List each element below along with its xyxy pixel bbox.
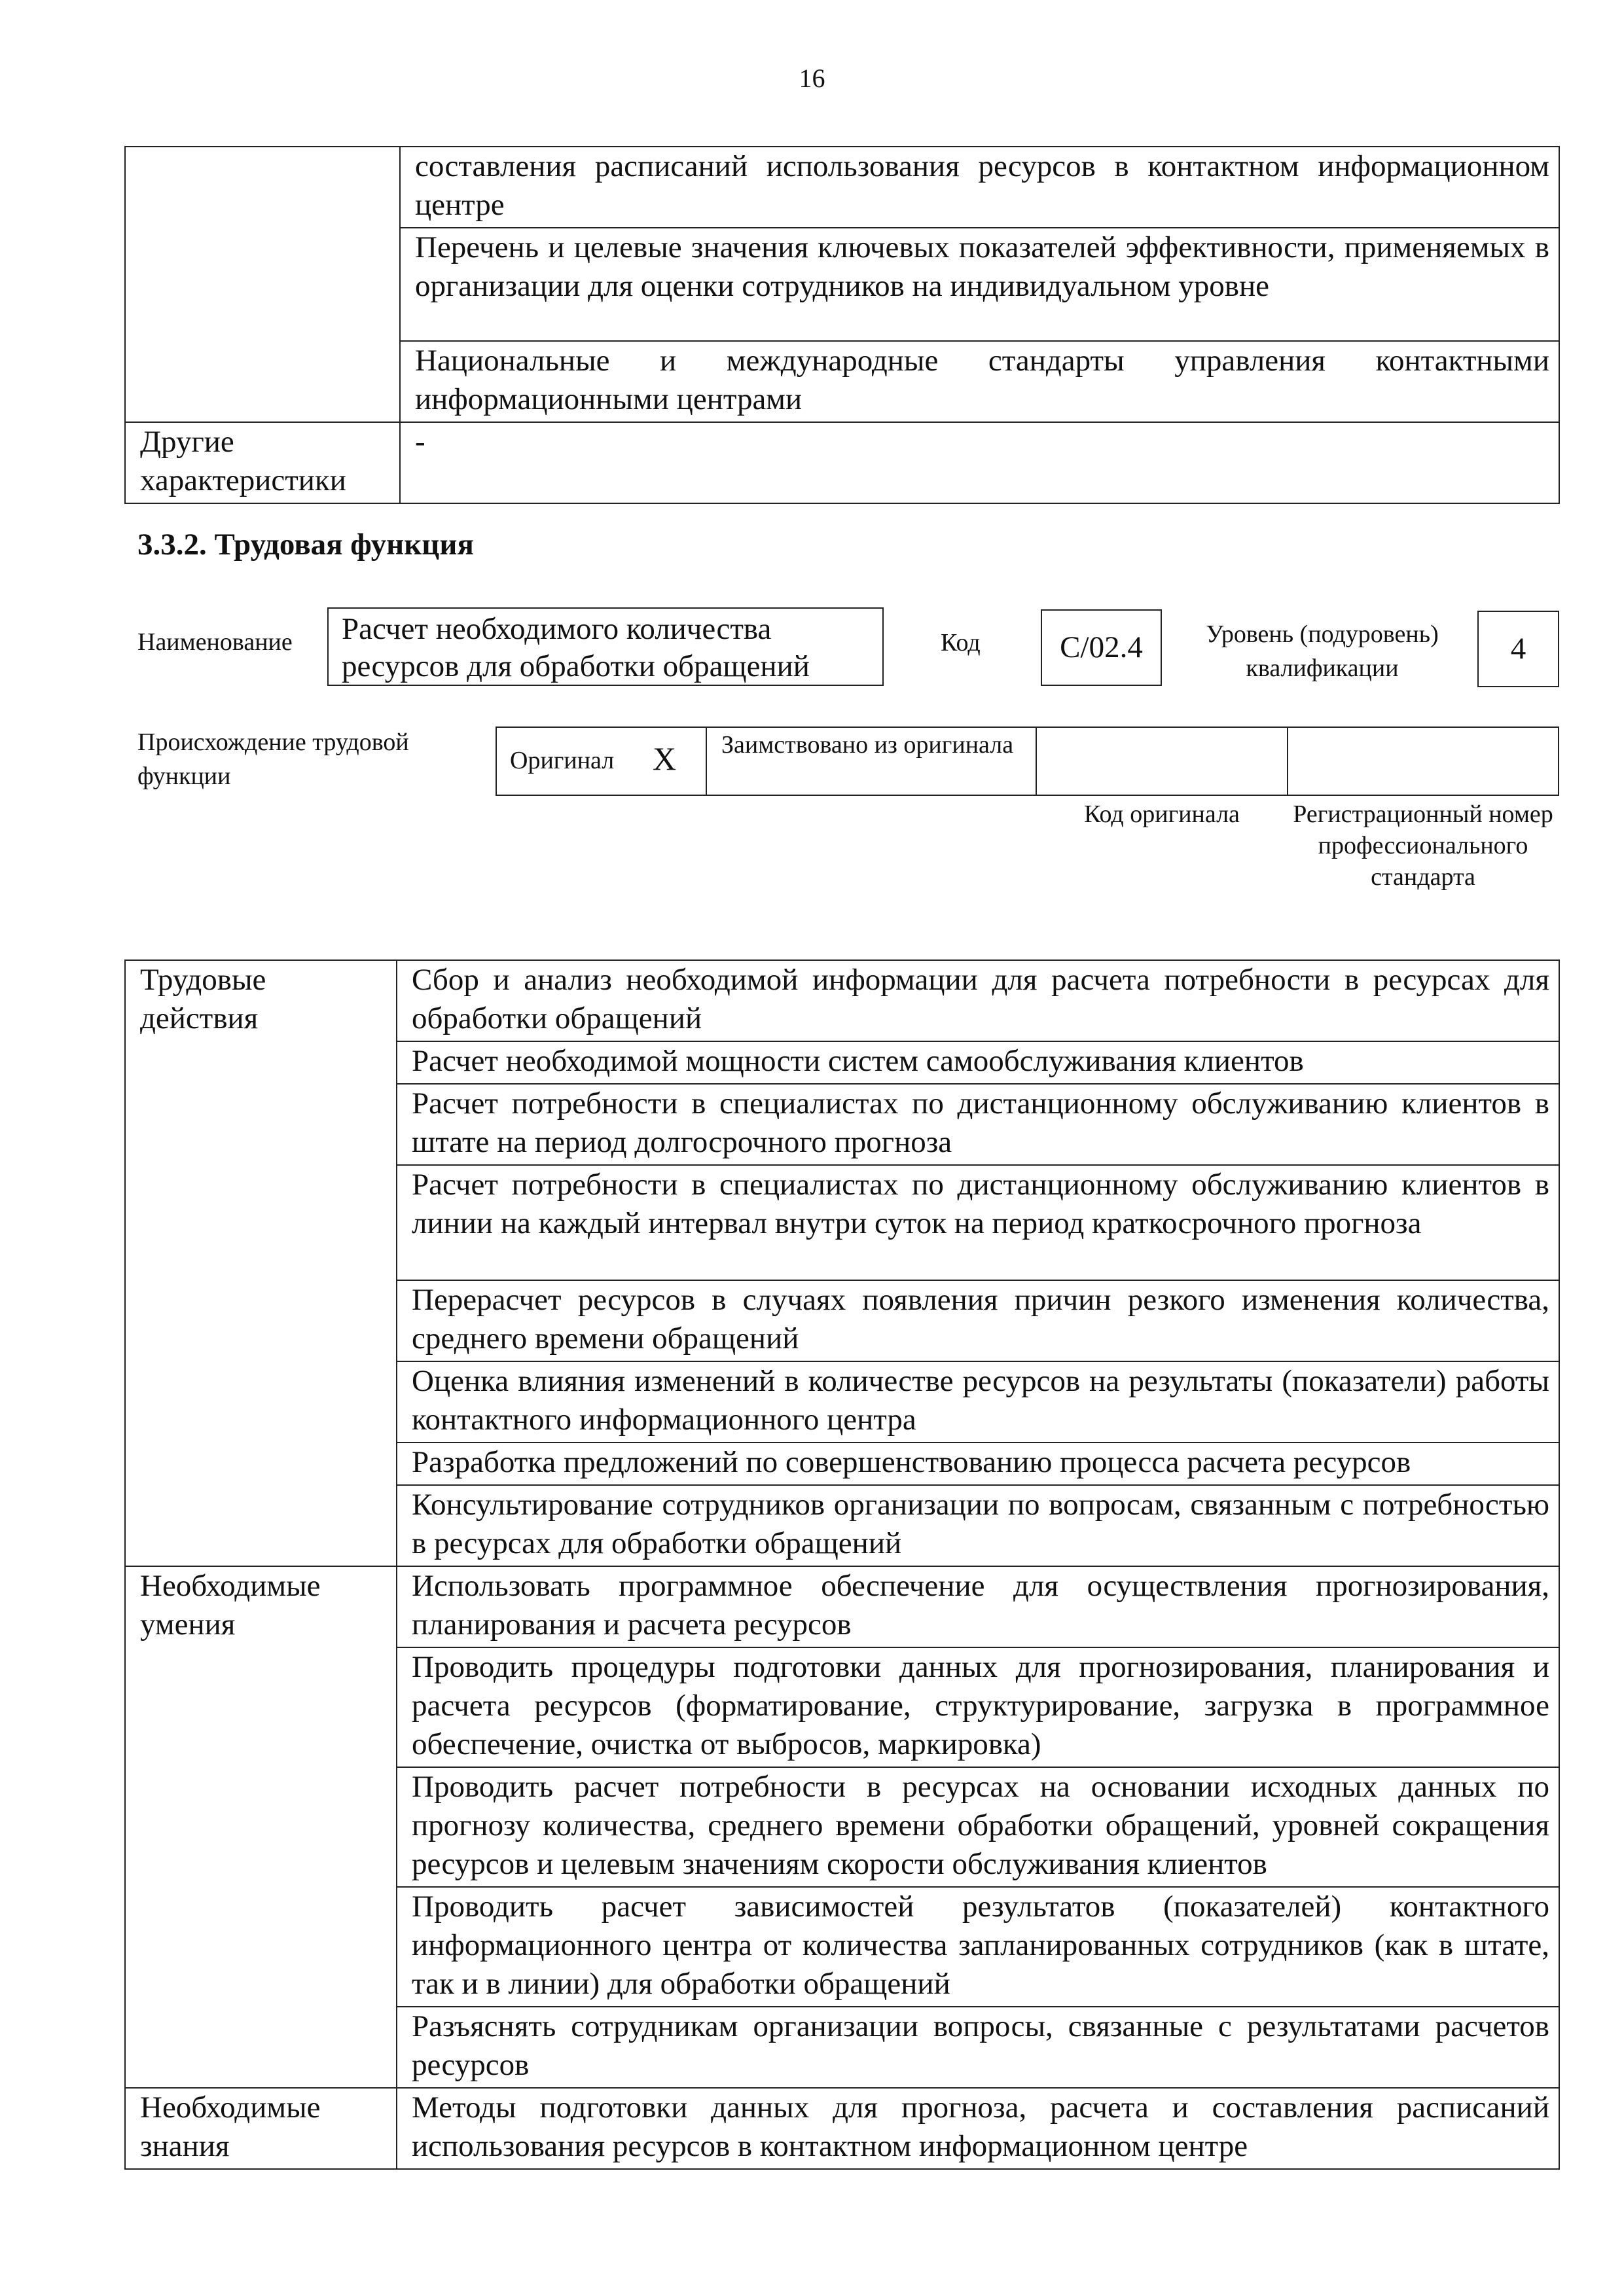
table-cell: Консультирование сотрудников организации по вопросам, связанным с потребностью в ресурсах для обработки обращений [397,1485,1559,1566]
name-label: Наименование [137,628,293,656]
top-continuation-table [124,146,1560,504]
origin-label: Происхождение трудовой функции [137,728,409,790]
origin-reg-number-cell [1287,726,1559,796]
function-code-box: C/02.4 [1041,609,1162,686]
original-mark: X [653,740,677,777]
qualification-level-box: 4 [1477,611,1559,687]
reg-number-caption: Регистрационный номер профессионального стандарта [1293,800,1553,891]
table-cell: Использовать программное обеспечение для осуществления прогнозирования, планирования и расчета ресурсов [397,1566,1559,1647]
table-cell: Расчет необходимой мощности систем самообслуживания клиентов [397,1041,1559,1084]
table-cell: Разъяснять сотрудникам организации вопросы, связанные с результатами расчетов ресурсов [397,2007,1559,2088]
table-cell: Расчет потребности в специалистах по дистанционному обслуживанию клиентов в линии на каждый интервал внутри суток на период краткосрочного прогноза [397,1165,1559,1280]
section-label-knowledge: Необходимые знания [125,2088,397,2169]
table-cell: Национальные и международные стандарты управления контактными информационными центрами [400,341,1559,422]
table-cell: Проводить расчет зависимостей результатов (показателей) контактного информационного центра от количества запланированных сотрудников (как в штате, так и в линии) для обработки обращений [397,1887,1559,2007]
code-label: Код [941,629,981,656]
page-number: 16 [799,63,825,93]
table-cell: Проводить расчет потребности в ресурсах на основании исходных данных по прогнозу количества, среднего времени обработки обращений, уровней сокращения ресурсов и целевым значениям скорости обслуживания клиентов [397,1767,1559,1887]
table-cell: Разработка предложений по совершенствованию процесса расчета ресурсов [397,1443,1559,1485]
table-cell: Методы подготовки данных для прогноза, расчета и составления расписаний использования ресурсов в контактном информационном центре [397,2088,1559,2169]
table-cell: - [400,422,1559,503]
qualification-level-label: Уровень (подуровень) квалификации [1206,620,1439,682]
table-cell: Сбор и анализ необходимой информации для расчета потребности в ресурсах для обработки обращений [397,960,1559,1041]
function-name-box: Расчет необходимого количества ресурсов для обработки обращений [327,607,884,686]
table-cell: Перерасчет ресурсов в случаях появления причин резкого изменения количества, среднего времени обращений [397,1280,1559,1361]
origin-original-cell [496,726,707,796]
table-label-cell-empty [125,147,400,422]
code-original-caption: Код оригинала [1084,800,1240,828]
borrowed-label: Заимствовано из оригинала [721,731,1014,759]
origin-borrowed-cell [706,726,1037,796]
section-label-skills: Необходимые умения [125,1566,397,2088]
table-cell: Оценка влияния изменений в количестве ресурсов на результаты (показатели) работы контактного информационного центра [397,1361,1559,1443]
section-label-labor-actions: Трудовые действия [125,960,397,1566]
section-heading: 3.3.2. Трудовая функция [137,528,474,562]
origin-code-cell [1036,726,1288,796]
original-label: Оригинал [510,747,615,774]
table-cell: Проводить процедуры подготовки данных для прогнозирования, планирования и расчета ресурсов (форматирование, структурирование, загрузка в программное обеспечение, очистка от выбросов, маркировка) [397,1647,1559,1767]
table-label-cell: Другие характеристики [125,422,400,503]
table-cell: Перечень и целевые значения ключевых показателей эффективности, применяемых в организации для оценки сотрудников на индивидуальном уровне [400,228,1559,341]
table-cell: Расчет потребности в специалистах по дистанционному обслуживанию клиентов в штате на период долгосрочного прогноза [397,1084,1559,1165]
table-cell: составления расписаний использования ресурсов в контактном информационном центре [400,147,1559,228]
main-table [124,960,1560,2170]
